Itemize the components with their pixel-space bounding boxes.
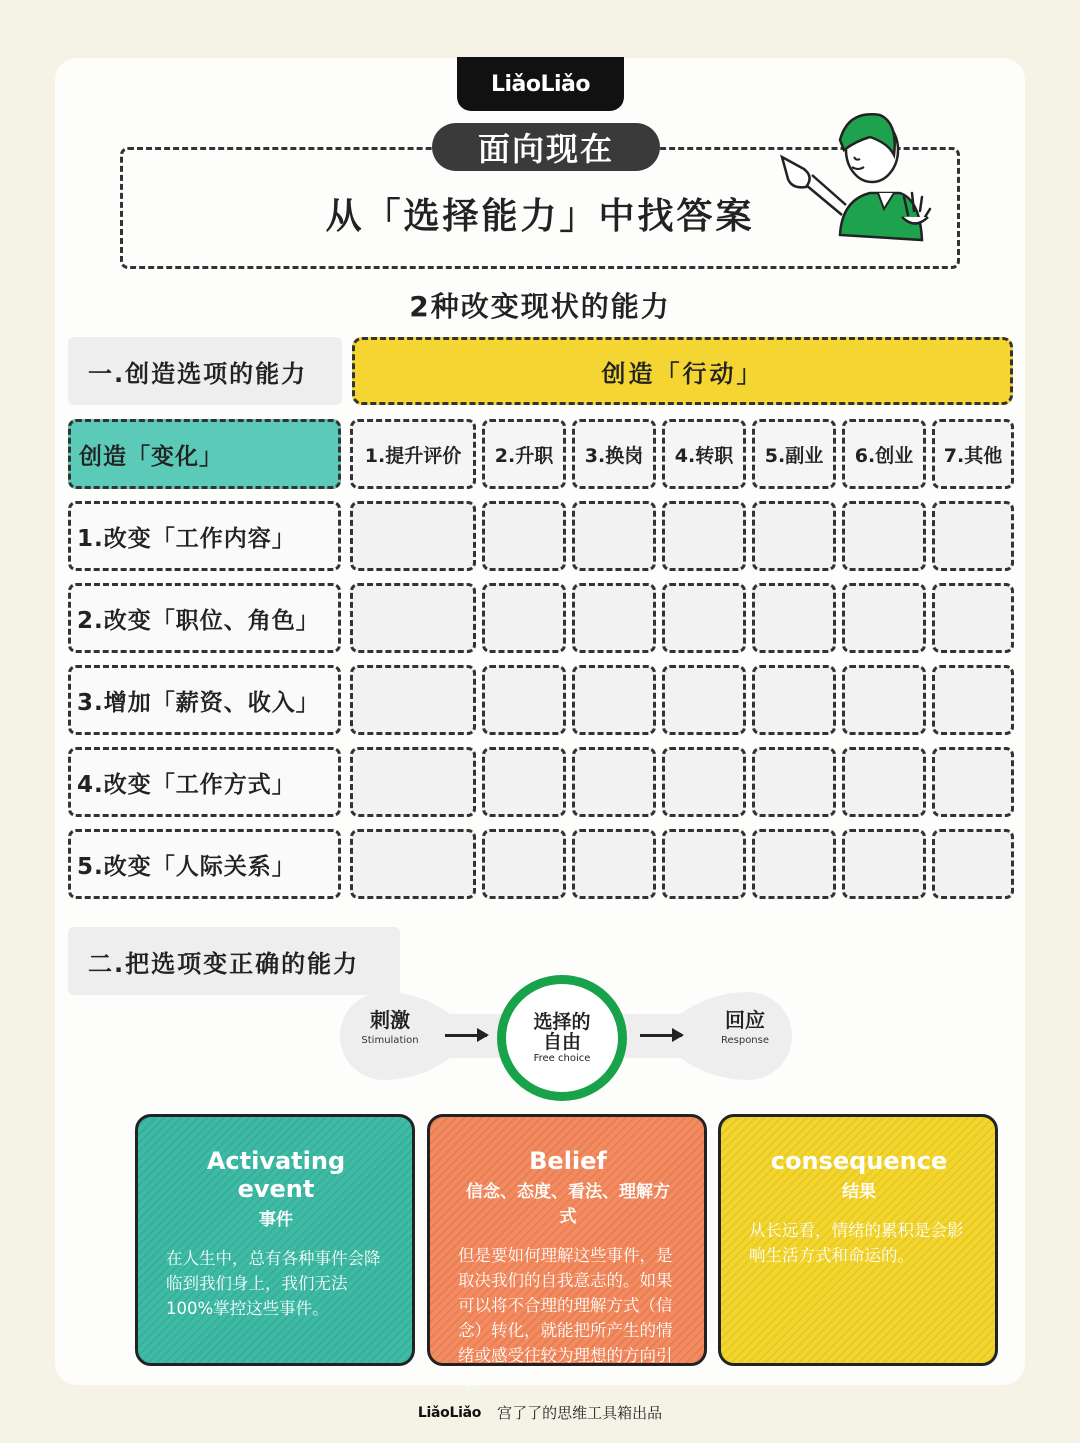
card-subtitle: 信念、态度、看法、理解方式 xyxy=(466,1182,670,1227)
matrix-cell xyxy=(482,747,566,817)
stimulation-title: 刺激 xyxy=(370,1008,410,1032)
matrix-cell xyxy=(662,665,746,735)
matrix-cell xyxy=(932,829,1014,899)
card-title: Activating event xyxy=(206,1147,346,1203)
response-title: 回应 xyxy=(725,1008,765,1032)
column-header: 5.副业 xyxy=(752,419,836,489)
card-subtitle: 结果 xyxy=(842,1182,876,1202)
matrix-cell xyxy=(572,747,656,817)
matrix-cell xyxy=(752,747,836,817)
brand-logo: LiǎoLiǎo xyxy=(457,57,624,111)
pointing-person-illustration xyxy=(770,105,935,250)
section-subtitle: 2种改变现状的能力 xyxy=(409,290,671,323)
card-title: consequence xyxy=(770,1147,948,1175)
column-header: 6.创业 xyxy=(842,419,926,489)
column-header: 7.其他 xyxy=(932,419,1014,489)
matrix-cell xyxy=(842,501,926,571)
matrix-cell xyxy=(572,665,656,735)
column-header: 1.提升评价 xyxy=(350,419,476,489)
stimulation-sub: Stimulation xyxy=(361,1035,419,1046)
matrix-cell xyxy=(932,665,1014,735)
free-choice-circle xyxy=(497,975,627,1101)
matrix-cell xyxy=(482,665,566,735)
free-choice-line2: 自由 xyxy=(542,1031,581,1053)
card-text: 在人生中，总有各种事件会降临到我们身上，我们无法100%掌控这些事件。 xyxy=(166,1249,381,1318)
activating-event-card xyxy=(135,1114,415,1366)
card-title: Belief xyxy=(529,1147,607,1175)
matrix-cell xyxy=(842,583,926,653)
matrix-cell xyxy=(350,747,476,817)
free-choice-line1: 选择的 xyxy=(533,1011,591,1033)
row-header: 4.改变「工作方式」 xyxy=(68,747,341,817)
card-text: 但是要如何理解这些事件，是取决我们的自我意志的。如果可以将不合理的理解方式（信念）转化，就能把所产生的情绪或感受往较为理想的方向引导。 xyxy=(458,1246,673,1390)
card-subtitle: 事件 xyxy=(259,1210,293,1230)
response-sub: Response xyxy=(720,1035,770,1046)
matrix-cell xyxy=(752,665,836,735)
free-choice-sub: Free choice xyxy=(533,1053,591,1064)
matrix-cell xyxy=(662,829,746,899)
response-node xyxy=(700,1004,790,1046)
row-header: 5.改变「人际关系」 xyxy=(68,829,341,899)
column-header: 4.转职 xyxy=(662,419,746,489)
change-header: 创造「变化」 xyxy=(68,419,341,489)
consequence-card xyxy=(718,1114,998,1366)
footer-text: 宫了了的思维工具箱出品 xyxy=(497,1404,663,1422)
title-pill: 面向现在 xyxy=(432,123,660,171)
action-header: 创造「行动」 xyxy=(352,337,1013,405)
arrow-right-icon xyxy=(445,1034,487,1037)
page-title: 从「选择能力」中找答案 xyxy=(325,196,755,237)
matrix-cell xyxy=(932,747,1014,817)
matrix-cell xyxy=(842,747,926,817)
row-header: 2.改变「职位、角色」 xyxy=(68,583,341,653)
matrix-cell xyxy=(482,829,566,899)
matrix-cell xyxy=(932,583,1014,653)
matrix-cell xyxy=(482,583,566,653)
matrix-cell xyxy=(752,829,836,899)
matrix-cell xyxy=(932,501,1014,571)
section1-label: 一.创造选项的能力 xyxy=(68,337,342,405)
matrix-cell xyxy=(350,583,476,653)
matrix-cell xyxy=(572,501,656,571)
matrix-cell xyxy=(842,665,926,735)
stimulation-node xyxy=(345,1004,435,1046)
matrix-cell xyxy=(350,665,476,735)
matrix-cell xyxy=(350,829,476,899)
matrix-cell xyxy=(662,747,746,817)
section2-label: 二.把选项变正确的能力 xyxy=(68,927,400,995)
matrix-cell xyxy=(572,829,656,899)
matrix-cell xyxy=(842,829,926,899)
matrix-cell xyxy=(482,501,566,571)
card-text: 从长远看，情绪的累积是会影响生活方式和命运的。 xyxy=(749,1221,964,1265)
matrix-cell xyxy=(752,583,836,653)
footer-logo: LiǎoLiǎo xyxy=(417,1404,482,1421)
belief-card xyxy=(427,1114,707,1390)
arrow-right-icon xyxy=(640,1034,682,1037)
row-header: 1.改变「工作内容」 xyxy=(68,501,341,571)
column-header: 2.升职 xyxy=(482,419,566,489)
matrix-cell xyxy=(572,583,656,653)
matrix-cell xyxy=(752,501,836,571)
matrix-cell xyxy=(350,501,476,571)
column-header: 3.换岗 xyxy=(572,419,656,489)
matrix-cell xyxy=(662,583,746,653)
footer xyxy=(0,1402,1080,1423)
matrix-cell xyxy=(662,501,746,571)
row-header: 3.增加「薪资、收入」 xyxy=(68,665,341,735)
